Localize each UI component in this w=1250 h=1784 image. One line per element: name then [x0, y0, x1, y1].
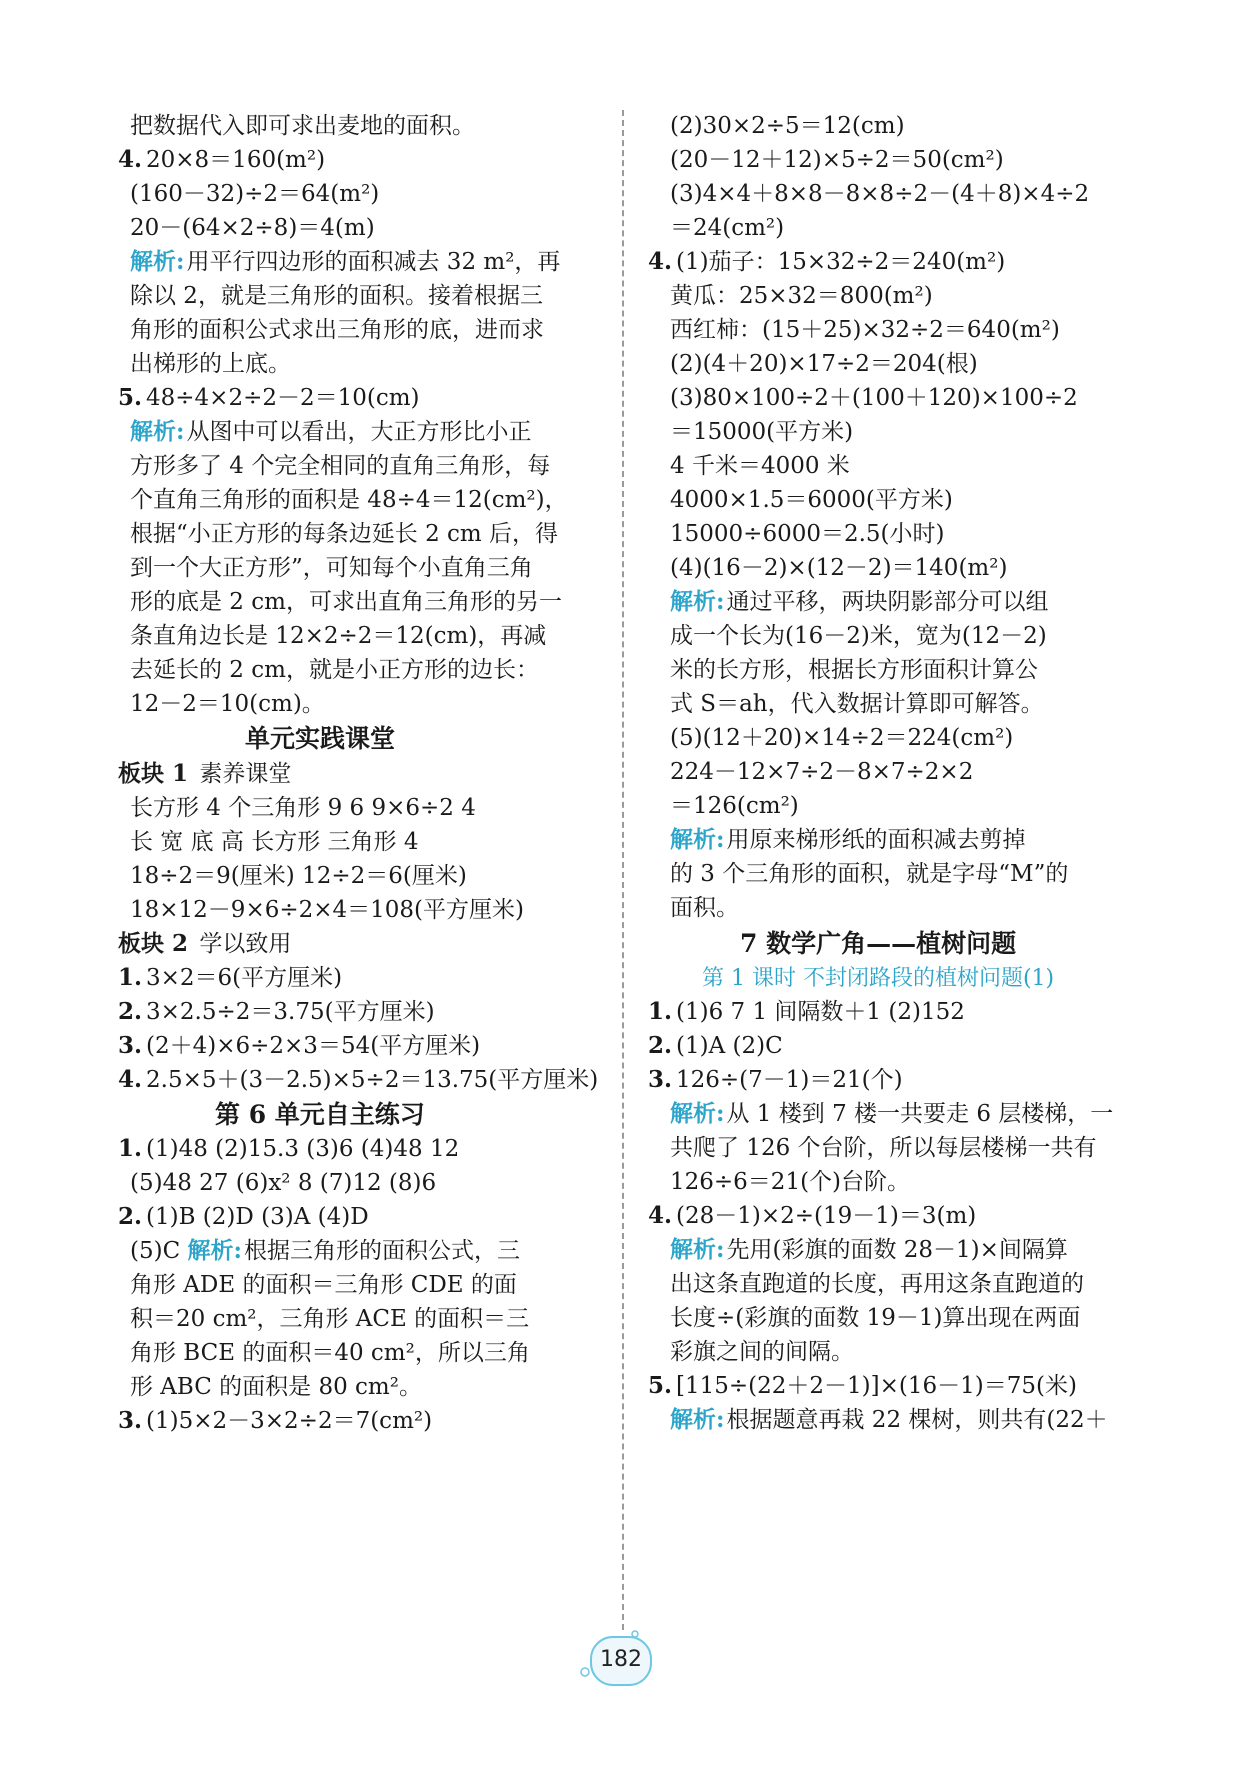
left-line — [118, 756, 291, 792]
left-line — [118, 1028, 480, 1064]
left-line — [215, 1097, 425, 1134]
item-number: 5. — [118, 384, 143, 411]
left-line — [130, 550, 533, 586]
right-line — [670, 890, 739, 926]
line-text: 根据题意再栽 22 棵树，则共有(22＋ — [726, 1407, 1108, 1433]
left-line — [130, 176, 379, 212]
left-line — [130, 1165, 436, 1201]
analysis-tag: 解析: — [670, 588, 725, 615]
line-text: 18÷2＝9(厘米) 12÷2＝6(厘米) — [130, 863, 467, 889]
item-number: 4. — [648, 248, 673, 275]
right-line — [648, 1062, 903, 1098]
right-line — [648, 244, 1005, 280]
left-line — [118, 1062, 598, 1098]
line-text: (1)6 7 1 间隔数＋1 (2)152 — [676, 999, 965, 1025]
line-text: ＝15000(平方米) — [670, 419, 854, 445]
section-title: 7 数学广角——植树问题 — [740, 929, 1017, 958]
line-text: 通过平移，两块阴影部分可以组 — [726, 589, 1049, 615]
line-text: 15000÷6000＝2.5(小时) — [670, 521, 945, 547]
section-title: 单元实践课堂 — [245, 724, 396, 753]
line-text: (1)A (2)C — [676, 1033, 783, 1059]
line-text: 到一个大正方形”，可知每个小直角三角 — [130, 555, 533, 581]
lesson-subtitle: 第 1 课时 不封闭路段的植树问题(1) — [702, 966, 1055, 991]
line-text: [115÷(22＋2－1)]×(16－1)＝75(米) — [676, 1373, 1077, 1399]
left-line — [130, 892, 524, 928]
line-text: 角形 ADE 的面积＝三角形 CDE 的面 — [130, 1272, 517, 1298]
right-line — [648, 1028, 783, 1064]
left-line — [130, 618, 546, 654]
right-line — [670, 550, 1007, 586]
right-line — [670, 652, 1038, 688]
line-text: 形的底是 2 cm，可求出直角三角形的另一 — [130, 589, 562, 615]
left-line — [118, 1199, 369, 1235]
analysis-tag: 解析: — [130, 248, 185, 275]
right-line — [670, 1164, 910, 1200]
left-line — [118, 142, 325, 178]
left-line — [130, 414, 532, 450]
left-line — [130, 1369, 422, 1405]
line-text: 成一个长为(16－2)米，宽为(12－2) — [670, 623, 1047, 649]
line-text: (1)B (2)D (3)A (4)D — [146, 1204, 369, 1230]
line-text: 角形 BCE 的面积＝40 cm²，所以三角 — [130, 1340, 530, 1366]
item-number: 4. — [118, 1066, 143, 1093]
line-text: (5)(12＋20)×14÷2＝224(cm²) — [670, 725, 1014, 751]
right-line — [670, 176, 1089, 212]
line-text: 从图中可以看出，大正方形比小正 — [186, 419, 532, 445]
line-text: 式 S＝ah，代入数据计算即可解答。 — [670, 691, 1044, 717]
line-text: 形 ABC 的面积是 80 cm²。 — [130, 1374, 422, 1400]
line-text: (2)30×2÷5＝12(cm) — [670, 113, 905, 139]
right-line — [670, 142, 1004, 178]
line-text: (5)C — [130, 1238, 188, 1264]
line-text: 根据“小正方形的每条边延长 2 cm 后，得 — [130, 521, 559, 547]
line-text: 20×8＝160(m²) — [146, 147, 326, 173]
item-number: 4. — [648, 1202, 673, 1229]
item-number: 板块 2 — [118, 930, 189, 957]
line-text: 学以致用 — [192, 931, 292, 957]
left-line — [130, 1301, 529, 1337]
line-text: 126÷6＝21(个)台阶。 — [670, 1169, 911, 1195]
item-number: 5. — [648, 1372, 673, 1399]
line-text: 3×2.5÷2＝3.75(平方厘米) — [146, 999, 435, 1025]
line-text: 的 3 个三角形的面积，就是字母“M”的 — [670, 861, 1069, 887]
line-text: 黄瓜：25×32＝800(m²) — [670, 283, 933, 309]
left-line — [130, 858, 467, 894]
item-number: 3. — [648, 1066, 673, 1093]
right-line — [648, 994, 965, 1030]
line-text: 48÷4×2÷2－2＝10(cm) — [146, 385, 420, 411]
line-text: (160－32)÷2＝64(m²) — [130, 181, 380, 207]
line-text: 18×12－9×6÷2×4＝108(平方厘米) — [130, 897, 524, 923]
left-line — [130, 108, 475, 144]
item-number: 1. — [118, 964, 143, 991]
left-line — [130, 1267, 517, 1303]
right-line — [670, 856, 1068, 892]
analysis-tag: 解析: — [187, 1237, 242, 1264]
line-text: (3)4×4＋8×8－8×8÷2－(4＋8)×4÷2 — [670, 181, 1090, 207]
left-line — [130, 652, 539, 688]
line-text: (28－1)×2÷(19－1)＝3(m) — [676, 1203, 977, 1229]
line-text: 4000×1.5＝6000(平方米) — [670, 487, 953, 513]
right-line — [670, 1266, 1084, 1302]
line-text: 面积。 — [670, 895, 739, 921]
right-line — [670, 720, 1013, 756]
line-text: 去延长的 2 cm，就是小正方形的边长： — [130, 657, 539, 683]
line-text: 条直角边长是 12×2÷2＝12(cm)，再减 — [130, 623, 547, 649]
right-line — [670, 1334, 854, 1370]
line-text: (2)(4＋20)×17÷2＝204(根) — [670, 351, 978, 377]
left-line — [130, 346, 291, 382]
item-number: 2. — [118, 1203, 143, 1230]
line-text: 积＝20 cm²，三角形 ACE 的面积＝三 — [130, 1306, 530, 1332]
left-line — [130, 312, 544, 348]
line-text: 角形的面积公式求出三角形的底，进而求 — [130, 317, 544, 343]
right-line — [670, 1096, 1113, 1132]
left-line — [245, 721, 395, 758]
line-text: 20－(64×2÷8)＝4(m) — [130, 215, 375, 241]
right-line — [670, 346, 978, 382]
left-line — [130, 1233, 520, 1269]
right-line — [670, 1130, 1097, 1166]
line-text: 从 1 楼到 7 楼一共要走 6 层楼梯，一 — [726, 1101, 1114, 1127]
right-line — [670, 210, 784, 246]
item-number: 4. — [118, 146, 143, 173]
right-line — [670, 414, 853, 450]
item-number: 2. — [118, 998, 143, 1025]
line-text: 米的长方形，根据长方形面积计算公 — [670, 657, 1038, 683]
right-line — [670, 618, 1047, 654]
line-text: (2＋4)×6÷2×3＝54(平方厘米) — [146, 1033, 481, 1059]
left-line — [118, 994, 435, 1030]
page-number: 182 — [590, 1636, 652, 1686]
analysis-tag: 解析: — [670, 826, 725, 853]
line-text: 长方形 4 个三角形 9 6 9×6÷2 4 — [130, 795, 476, 821]
right-line — [670, 788, 799, 824]
line-text: 3×2＝6(平方厘米) — [146, 965, 343, 991]
line-text: (1)茄子：15×32÷2＝240(m²) — [676, 249, 1006, 275]
line-text: 224－12×7÷2－8×7÷2×2 — [670, 759, 974, 785]
line-text: 根据三角形的面积公式，三 — [244, 1238, 520, 1264]
line-text: 共爬了 126 个台阶，所以每层楼梯一共有 — [670, 1135, 1097, 1161]
left-line — [130, 824, 419, 860]
left-line — [130, 1335, 530, 1371]
analysis-tag: 解析: — [670, 1100, 725, 1127]
line-text: 出梯形的上底。 — [130, 351, 291, 377]
line-text: 素养课堂 — [192, 761, 292, 787]
line-text: 西红柿：(15＋25)×32÷2＝640(m²) — [670, 317, 1060, 343]
line-text: (3)80×100÷2＋(100＋120)×100÷2 — [670, 385, 1078, 411]
item-number: 1. — [648, 998, 673, 1025]
right-line — [670, 278, 933, 314]
item-number: 3. — [118, 1407, 143, 1434]
right-line — [670, 108, 905, 144]
right-line — [670, 822, 1026, 858]
left-line — [130, 244, 560, 280]
right-line — [670, 312, 1060, 348]
right-line — [670, 754, 973, 790]
right-line — [670, 380, 1078, 416]
line-text: 长度÷(彩旗的面数 19－1)算出现在两面 — [670, 1305, 1081, 1331]
right-line — [670, 1300, 1080, 1336]
left-line — [130, 790, 476, 826]
line-text: (1)5×2－3×2÷2＝7(cm²) — [146, 1408, 433, 1434]
left-line — [130, 278, 543, 314]
line-text: ＝126(cm²) — [670, 793, 799, 819]
line-text: 4 千米＝4000 米 — [670, 453, 850, 479]
right-line — [670, 584, 1049, 620]
line-text: 个直角三角形的面积是 48÷4＝12(cm²)， — [130, 487, 568, 513]
line-text: (5)48 27 (6)x² 8 (7)12 (8)6 — [130, 1170, 437, 1196]
left-line — [130, 686, 325, 722]
line-text: 方形多了 4 个完全相同的直角三角形，每 — [130, 453, 551, 479]
line-text: (4)(16－2)×(12－2)＝140(m²) — [670, 555, 1008, 581]
line-text: 用原来梯形纸的面积减去剪掉 — [726, 827, 1026, 853]
analysis-tag: 解析: — [670, 1406, 725, 1433]
item-number: 2. — [648, 1032, 673, 1059]
left-line — [130, 584, 562, 620]
line-text: (20－12＋12)×5÷2＝50(cm²) — [670, 147, 1004, 173]
item-number: 板块 1 — [118, 760, 189, 787]
left-line — [118, 1131, 459, 1167]
line-text: 把数据代入即可求出麦地的面积。 — [130, 113, 475, 139]
right-line — [648, 1368, 1077, 1404]
line-text: 2.5×5＋(3－2.5)×5÷2＝13.75(平方厘米) — [146, 1067, 599, 1093]
left-line — [130, 482, 568, 518]
left-line — [130, 210, 375, 246]
line-text: 长 宽 底 高 长方形 三角形 4 — [130, 829, 419, 855]
right-line — [670, 448, 850, 484]
item-number: 1. — [118, 1135, 143, 1162]
analysis-tag: 解析: — [670, 1236, 725, 1263]
right-line — [670, 516, 945, 552]
right-line — [670, 482, 953, 518]
left-line — [130, 448, 550, 484]
right-line — [740, 926, 1016, 963]
right-line — [670, 686, 1044, 722]
left-line — [130, 516, 558, 552]
line-text: (1)48 (2)15.3 (3)6 (4)48 12 — [146, 1136, 460, 1162]
line-text: 12－2＝10(cm)。 — [130, 691, 325, 717]
column-divider — [622, 110, 624, 1630]
item-number: 3. — [118, 1032, 143, 1059]
right-line — [648, 1198, 976, 1234]
line-text: ＝24(cm²) — [670, 215, 785, 241]
left-line — [118, 380, 420, 416]
line-text: 出这条直跑道的长度，再用这条直跑道的 — [670, 1271, 1084, 1297]
line-text: 126÷(7－1)＝21(个) — [676, 1067, 903, 1093]
left-line — [118, 960, 342, 996]
right-line — [702, 960, 1054, 997]
left-line — [118, 926, 291, 962]
line-text: 用平行四边形的面积减去 32 m²，再 — [186, 249, 561, 275]
line-text: 除以 2，就是三角形的面积。接着根据三 — [130, 283, 543, 309]
line-text: 先用(彩旗的面数 28－1)×间隔算 — [726, 1237, 1068, 1263]
section-title: 第 6 单元自主练习 — [215, 1100, 425, 1129]
line-text: 彩旗之间的间隔。 — [670, 1339, 854, 1365]
analysis-tag: 解析: — [130, 418, 185, 445]
right-line — [670, 1402, 1108, 1438]
left-line — [118, 1403, 432, 1439]
right-line — [670, 1232, 1068, 1268]
